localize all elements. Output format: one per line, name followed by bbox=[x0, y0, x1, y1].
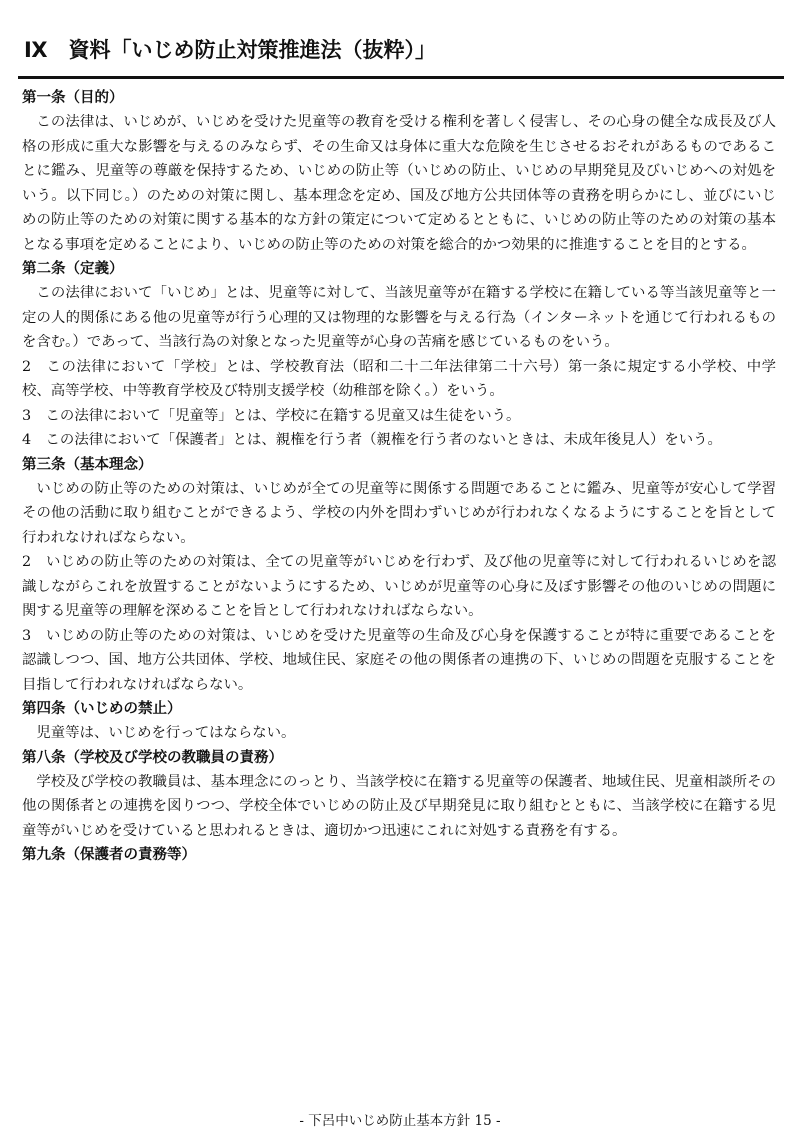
article-heading: 第八条（学校及び学校の教職員の責務） bbox=[22, 749, 283, 766]
article-paragraph: この法律において「いじめ」とは、児童等に対して、当該児童等が在籍する学校に在籍している等当該児童等と一定の人的関係にある他の児童等が行う心理的又は物理的な影響を与える行為（インターネットを通じて行われるものを含む。）であって、当該行為の対象となった児童等が心身の苦痛を感じているものをいう。 bbox=[22, 285, 776, 350]
title-underline bbox=[18, 76, 784, 79]
article-heading: 第一条（目的） bbox=[22, 90, 124, 106]
article-section bbox=[22, 697, 776, 746]
page-footer: - 下呂中いじめ防止基本方針 15 - bbox=[299, 1113, 501, 1129]
article-paragraph: 4 この法律において「保護者」とは、親権を行う者（親権を行う者のないときは、未成年後見人）をいう。 bbox=[22, 432, 722, 448]
article-paragraph: 2 いじめの防止等のための対策は、全ての児童等がいじめを行わず、及び他の児童等に対して行われるいじめを認識しながらこれを放置することがないようにするため、いじめが児童等の心身に及ぼす影響その他のいじめの問題に関する児童等の理解を深めることを旨として行われなければならない。 bbox=[22, 554, 776, 619]
article-heading: 第九条（保護者の責務等） bbox=[22, 847, 196, 863]
article-section bbox=[22, 453, 776, 698]
article-heading: 第二条（定義） bbox=[22, 261, 124, 277]
article-paragraph: 学校及び学校の教職員は、基本理念にのっとり、当該学校に在籍する児童等の保護者、地域住民、児童相談所その他の関係者との連携を図りつつ、学校全体でいじめの防止及び早期発見に取り組むとともに、当該学校に在籍する児童等がいじめを受けていると思われるときは、適切かつ迅速にこれに対処する責務を有する。 bbox=[22, 773, 776, 839]
article-paragraph: 3 いじめの防止等のための対策は、いじめを受けた児童等の生命及び心身を保護することが特に重要であることを認識しつつ、国、地方公共団体、学校、地域住民、家庭その他の関係者の連携の下、いじめの問題を克服することを目指して行われなければならない。 bbox=[22, 627, 776, 693]
article-section bbox=[22, 843, 776, 867]
article-paragraph: いじめの防止等のための対策は、いじめが全ての児童等に関係する問題であることに鑑み、児童等が安心して学習その他の活動に取り組むことができるよう、学校の内外を問わずいじめが行われなくなるようにすることを旨として行われなければならない。 bbox=[22, 480, 776, 546]
page-title: Ⅸ 資料「いじめ防止対策推進法（抜粋）」 bbox=[24, 38, 437, 62]
article-section bbox=[22, 86, 776, 257]
article-section bbox=[22, 746, 776, 844]
article-heading: 第三条（基本理念） bbox=[22, 456, 153, 473]
article-heading: 第四条（いじめの禁止） bbox=[22, 701, 182, 717]
article-section bbox=[22, 257, 776, 453]
article-paragraph: 3 この法律において「児童等」とは、学校に在籍する児童又は生徒をいう。 bbox=[22, 407, 521, 424]
document-body bbox=[22, 86, 776, 867]
article-paragraph: 児童等は、いじめを行ってはならない。 bbox=[36, 725, 296, 741]
article-paragraph: 2 この法律において「学校」とは、学校教育法（昭和二十二年法律第二十六号）第一条に規定する小学校、中学校、高等学校、中等教育学校及び特別支援学校（幼稚部を除く。）をいう。 bbox=[22, 358, 776, 399]
article-paragraph: この法律は、いじめが、いじめを受けた児童等の教育を受ける権利を著しく侵害し、その心身の健全な成長及び人格の形成に重大な影響を与えるのみならず、その生命又は身体に重大な危険を生じさせるおそれがあるものであることに鑑み、児童等の尊厳を保持するため、いじめの防止等（いじめの防止、いじめの早期発見及びいじめへの対処をいう。以下同じ。）のための対策に関し、基本理念を定め、国及び地方公共団体等の責務を明らかにし、並びにいじめの防止等のための対策に関する基本的な方針の策定について定めるとともに、いじめの防止等のための対策の基本となる事項を定めることにより、いじめの防止等のための対策を総合的かつ効果的に推進することを目的とする。 bbox=[22, 114, 776, 253]
